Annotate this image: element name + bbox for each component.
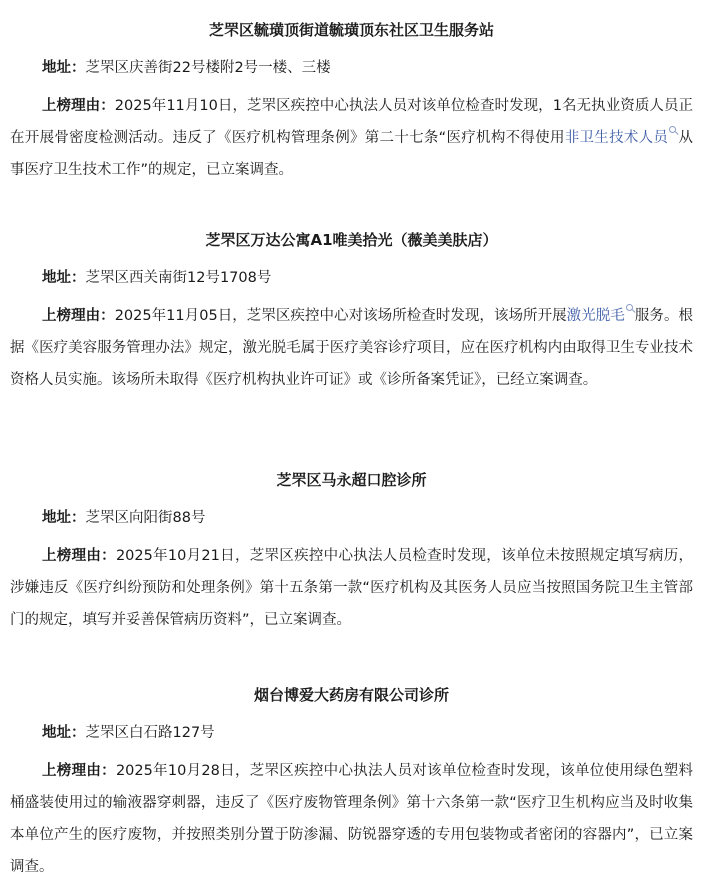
reason-label: 上榜理由：	[42, 763, 116, 779]
entry-card	[10, 20, 693, 186]
address-label: 地址：	[42, 725, 86, 741]
entry-address	[10, 268, 693, 288]
entry-title: 芝罘区毓璜顶街道毓璜顶东社区卫生服务站	[208, 21, 494, 39]
entry-reason	[10, 755, 693, 883]
reason-text: 从事医疗卫生技术工作”的规定，已立案调查。	[10, 130, 694, 178]
address-value: 芝罘区庆善街22号楼附2号一楼、三楼	[85, 60, 331, 76]
reason-text: 服务。根据《医疗美容服务管理办法》规定，激光脱毛属于医疗美容诊疗项目，应在医疗机构内由取得卫生专业技术资格人员实施。该场所未取得《医疗机构执业许可证》或《诊所备案凭证》，已经立案调查。	[10, 308, 694, 388]
entry-reason	[10, 300, 693, 396]
reason-text: 2025年11月10日，芝罘区疾控中心执法人员对该单位检查时发现，1名无执业资质人员正在开展骨密度检测活动。违反了《医疗机构管理条例》第二十七条“医疗机构不得使用	[10, 98, 693, 146]
reason-label: 上榜理由：	[42, 308, 115, 324]
keyword-link[interactable]: 激光脱毛	[566, 308, 625, 324]
reason-text: 2025年10月28日，芝罘区疾控中心执法人员对该单位检查时发现，该单位使用绿色塑料桶盛装使用过的输液器穿刺器，违反了《医疗废物管理条例》第十六条第一款“医疗卫生机构应当及时收集本单位产生的医疗废物，并按照类别分置于防渗漏、防锐器穿透的专用包装物或者密闭的容器内”，已立案调查。	[10, 763, 693, 875]
entry-card	[10, 230, 693, 396]
entry-reason	[10, 90, 693, 186]
entry-card	[10, 470, 693, 636]
reason-label: 上榜理由：	[42, 548, 116, 564]
reason-text: 2025年11月05日，芝罘区疾控中心对该场所检查时发现，该场所开展	[114, 308, 567, 324]
entry-address	[10, 58, 693, 78]
reason-label: 上榜理由：	[42, 98, 115, 114]
address-label: 地址：	[42, 510, 86, 526]
reason-text: 2025年10月21日，芝罘区疾控中心执法人员检查时发现，该单位未按照规定填写病历，涉嫌违反《医疗纠纷预防和处理条例》第十五条第一款“医疗机构及其医务人员应当按照国务院卫生主管部门的规定，填写并妥善保管病历资料”，已立案调查。	[10, 548, 693, 628]
entry-card	[10, 685, 693, 883]
entry-address	[10, 723, 693, 743]
entry-title: 烟台博爱大药房有限公司诊所	[253, 686, 449, 704]
keyword-link[interactable]: 非卫生技术人员	[564, 130, 669, 146]
address-label: 地址：	[42, 270, 86, 286]
entry-reason	[10, 540, 693, 636]
address-value: 芝罘区西关南街12号1708号	[85, 270, 272, 286]
entry-title: 芝罘区马永超口腔诊所	[276, 471, 427, 489]
entry-title: 芝罘区万达公寓A1唯美拾光（薇美美肤店）	[205, 231, 498, 249]
address-value: 芝罘区白石路127号	[85, 725, 215, 741]
search-icon[interactable]	[626, 304, 635, 314]
address-label: 地址：	[42, 60, 86, 76]
address-value: 芝罘区向阳街88号	[85, 510, 206, 526]
search-icon[interactable]	[669, 126, 678, 136]
entry-address	[10, 508, 693, 528]
